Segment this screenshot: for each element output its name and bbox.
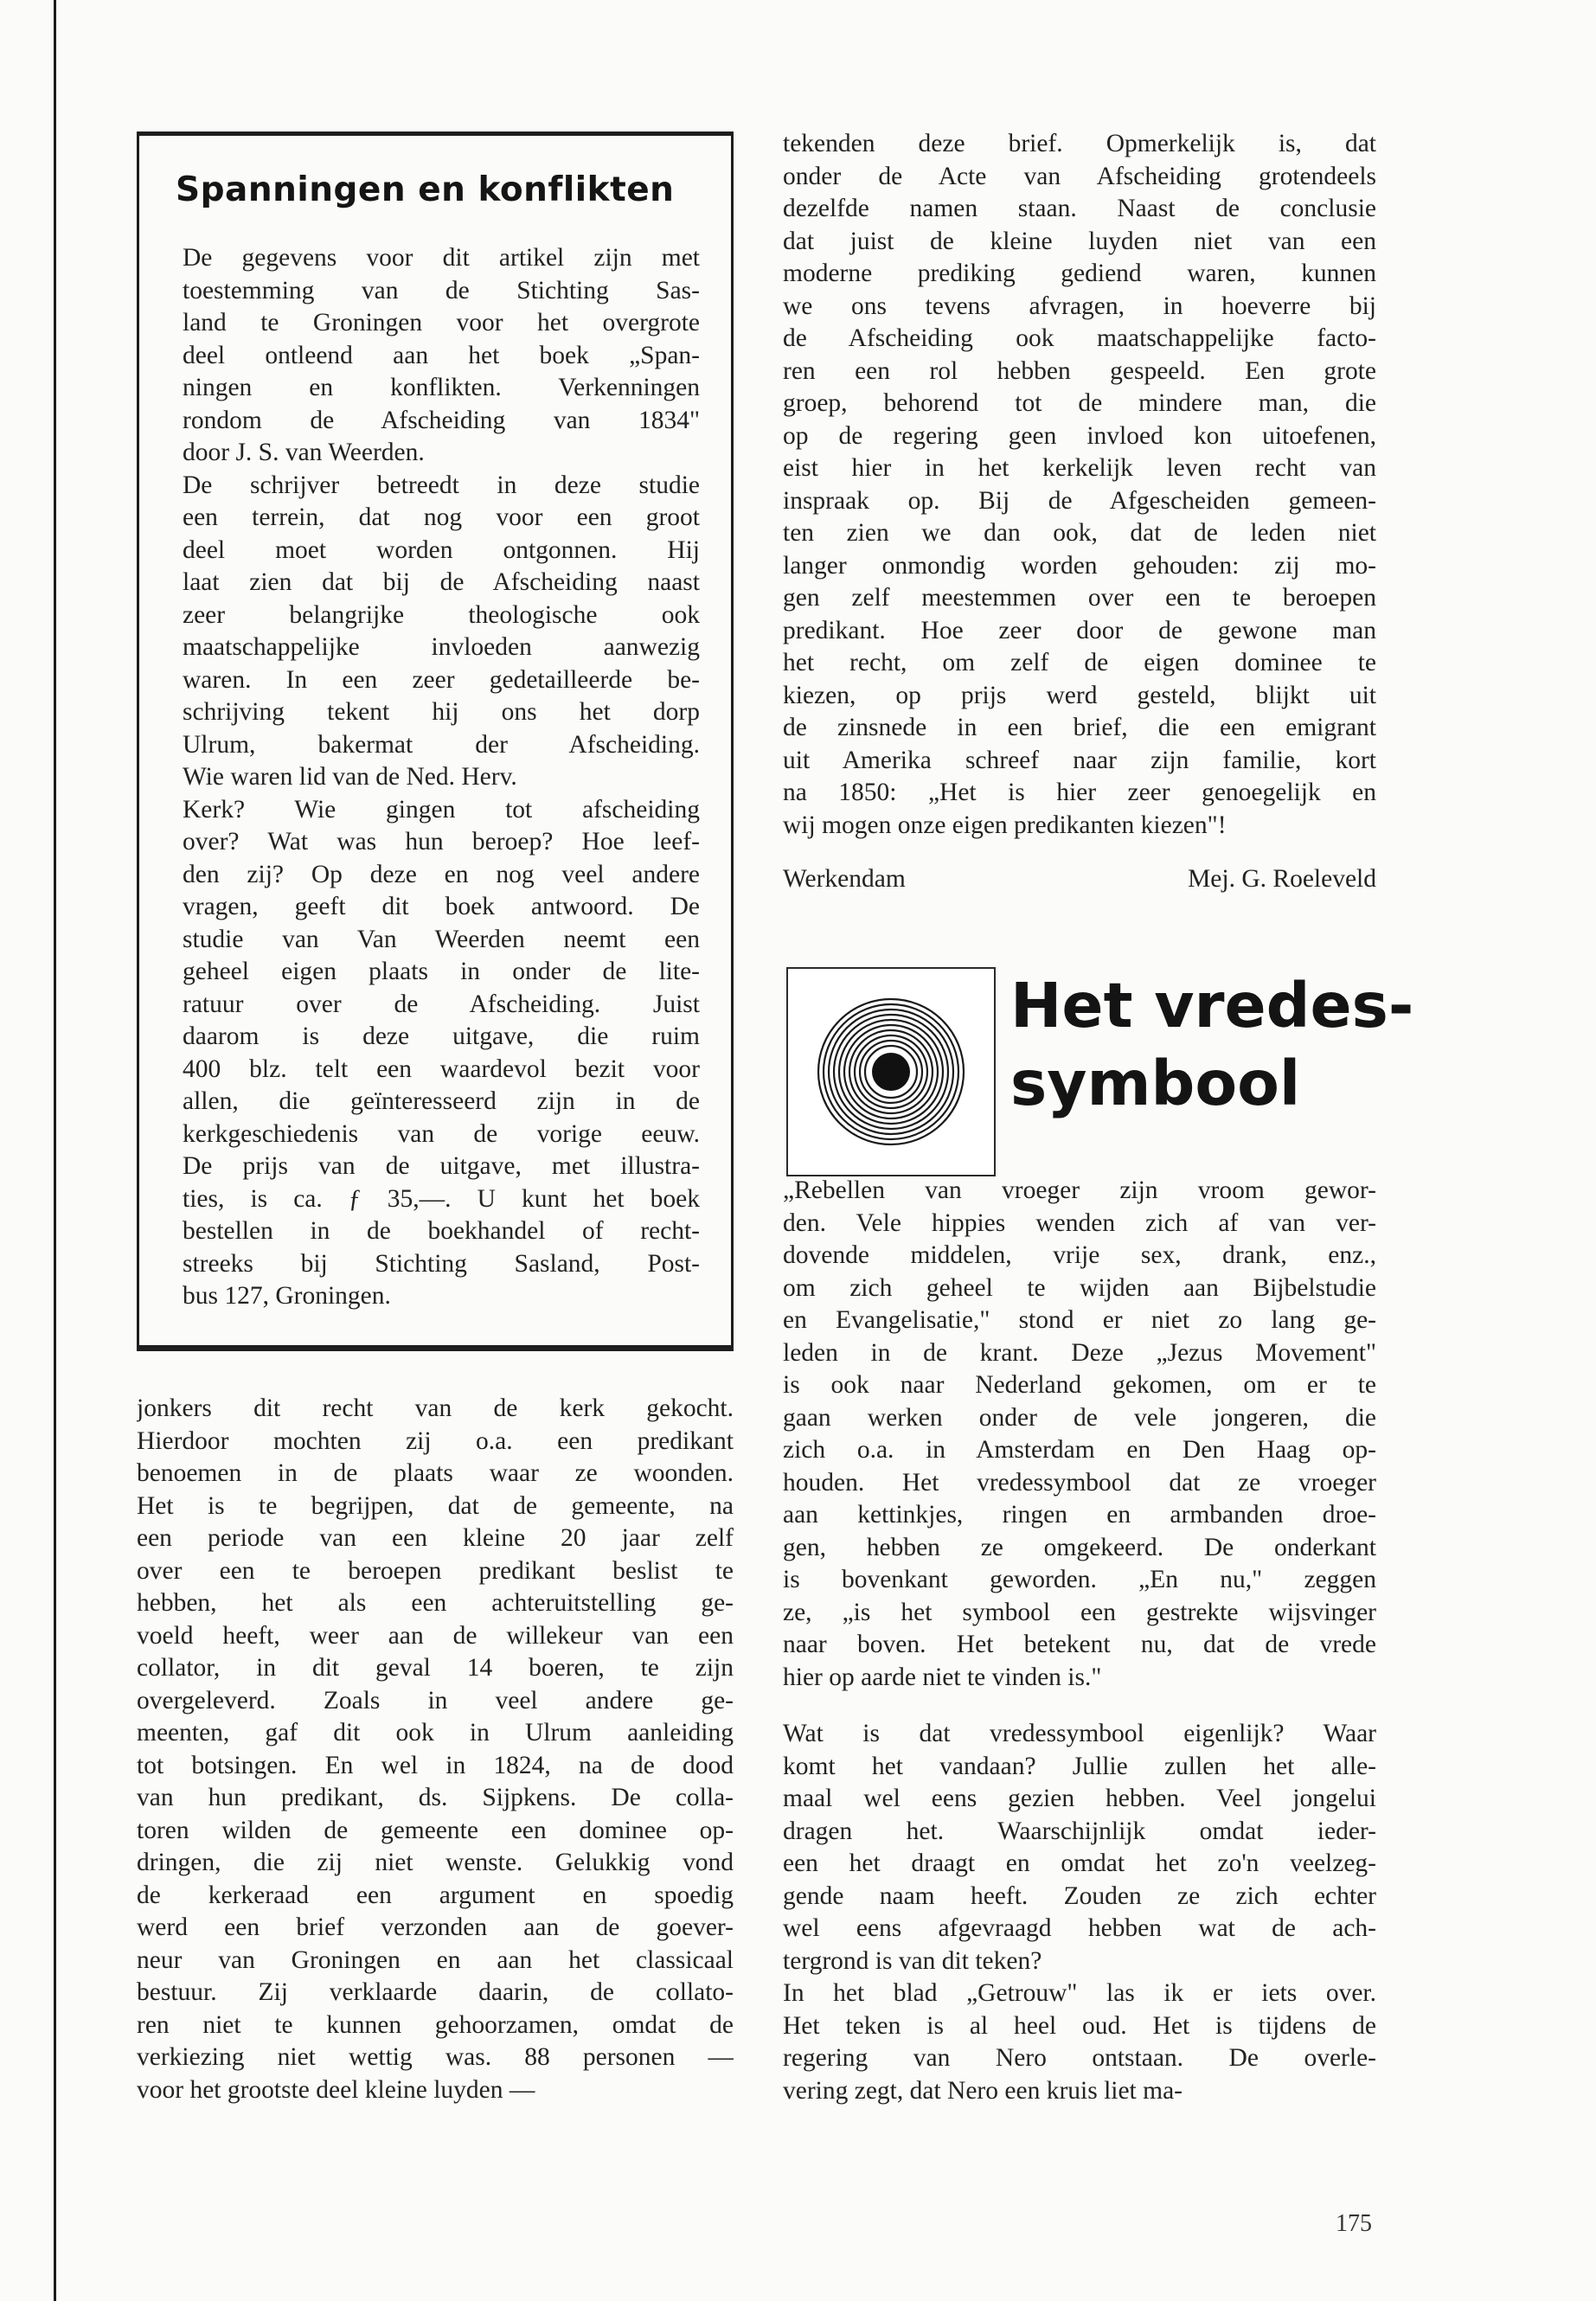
text-line: De gegevens voor dit artikel zijn met [183, 244, 700, 272]
text-line: Kerk? Wie gingen tot afscheiding [183, 795, 700, 824]
text-line: toestemming van de Stichting Sas- [183, 276, 700, 304]
box-top-rule [137, 131, 734, 136]
text-line: gen zelf meestemmen over een te beroepen [783, 584, 1376, 612]
text-line: maal wel eens gezien hebben. Veel jongelui [783, 1785, 1376, 1812]
text-line: ten zien we dan ook, dat de leden niet [783, 519, 1376, 547]
text-line: op de regering geen invloed kon uitoefenen, [783, 421, 1376, 450]
text-line: dezelfde namen staan. Naast de conclusie [783, 195, 1376, 222]
text-line: verkiezing niet wettig was. 88 personen — [137, 2043, 734, 2071]
text-line: Het teken is al heel oud. Het is tijdens de [783, 2011, 1376, 2040]
text-line: komt het vandaan? Jullie zullen het alle- [783, 1752, 1376, 1780]
text-line: daarom is deze uitgave, die ruim [183, 1022, 700, 1050]
right-column-bottom-text [783, 1175, 1376, 2107]
text-line: ratuur over de Afscheiding. Juist [183, 990, 700, 1018]
text-line: om zich geheel te wijden aan Bijbelstudie [783, 1273, 1376, 1302]
text-line: gen, hebben ze omgekeerd. De onderkant [783, 1533, 1376, 1561]
text-line: zeer belangrijke theologische ook [183, 600, 700, 629]
text-line: 400 blz. telt een waardevol bezit voor [183, 1054, 700, 1083]
text-line: kiezen, op prijs werd gesteld, blijkt uit [783, 681, 1376, 709]
text-line: Hierdoor mochten zij o.a. een predikant [137, 1426, 734, 1455]
title-line-1: Het vredes- [1010, 970, 1414, 1042]
text-line: vragen, geeft dit boek antwoord. De [183, 893, 700, 920]
text-line: benoemen in de plaats waar ze woonden. [137, 1459, 734, 1487]
text-line: dringen, die zij niet wenste. Gelukkig vond [137, 1849, 734, 1876]
text-line: gaan werken onder de vele jongeren, die [783, 1403, 1376, 1432]
text-line: maatschappelijke invloeden aanwezig [183, 633, 700, 661]
boxed-article [137, 131, 734, 1351]
text-line: is bovenkant geworden. „En nu," zeggen [783, 1566, 1376, 1593]
title-line-2: symbool [1010, 1048, 1301, 1119]
text-line: Ulrum, bakermat der Afscheiding. [183, 730, 700, 759]
text-line: tekenden deze brief. Opmerkelijk is, dat [783, 130, 1376, 157]
text-line: de Afscheiding ook maatschappelijke facto- [783, 324, 1376, 352]
concentric-circles-graphic [788, 969, 994, 1175]
text-line: bus 127, Groningen. [183, 1282, 391, 1310]
text-line: over? Wat was hun beroep? Hoe leef- [183, 828, 700, 856]
signature-author: Mej. G. Roeleveld [1188, 865, 1376, 893]
text-line: inspraak op. Bij de Afgescheiden gemeen- [783, 486, 1376, 515]
text-line: van hun predikant, ds. Sijpkens. De colla- [137, 1784, 734, 1811]
text-line: zich o.a. in Amsterdam en Den Haag op- [783, 1436, 1376, 1464]
concentric-circles-icon [786, 967, 996, 1176]
text-line: overgeleverd. Zoals in veel andere ge- [137, 1686, 734, 1715]
text-line: wel eens afgevraagd hebben wat de ach- [783, 1914, 1376, 1942]
text-line: uit Amerika schreef naar zijn familie, kort [783, 746, 1376, 774]
signature-place: Werkendam [783, 865, 906, 893]
text-line: en Evangelisatie," stond er niet zo lang ge- [783, 1306, 1376, 1334]
text-line: houden. Het vredessymbool dat ze vroeger [783, 1468, 1376, 1497]
text-line: vering zegt, dat Nero een kruis liet ma- [783, 2076, 1183, 2105]
text-line: door J. S. van Weerden. [183, 439, 425, 466]
text-line: Wie waren lid van de Ned. Herv. [183, 763, 517, 791]
text-line: de zinsnede in een brief, die een emigrant [783, 714, 1376, 741]
text-line: ties, is ca. ƒ 35,—. U kunt het boek [183, 1184, 700, 1213]
box-body [183, 242, 700, 1313]
text-line: meenten, gaf dit ook in Ulrum aanleiding [137, 1719, 734, 1747]
scan-edge-line [54, 0, 56, 2301]
text-line: na 1850: „Het is hier zeer genoegelijk en [783, 779, 1376, 806]
left-column-text [137, 1393, 734, 2106]
box-title: Spanningen en konflikten [176, 170, 675, 209]
text-line: hier op aarde niet te vinden is." [783, 1663, 1102, 1691]
text-line: waren. In een zeer gedetailleerde be- [183, 665, 700, 694]
text-line: voeld heeft, weer aan de willekeur van een [137, 1621, 734, 1650]
text-line: collator, in dit geval 14 boeren, te zijn [137, 1654, 734, 1682]
text-line: een periode van een kleine 20 jaar zelf [137, 1524, 734, 1552]
text-line: werd een brief verzonden aan de goever- [137, 1913, 734, 1941]
text-line: aan kettinkjes, ringen en armbanden droe- [783, 1501, 1376, 1529]
text-line: tergrond is van dit teken? [783, 1946, 1042, 1975]
text-line: land te Groningen voor het overgrote [183, 309, 700, 336]
page-number: 175 [1336, 2210, 1372, 2237]
text-line: allen, die geïnteresseerd zijn in de [183, 1087, 700, 1115]
text-line: tot botsingen. En wel in 1824, na de dood [137, 1751, 734, 1779]
text-line: moderne prediking gediend waren, kunnen [783, 260, 1376, 287]
text-line: het recht, om zelf de eigen dominee te [783, 649, 1376, 676]
text-line: jonkers dit recht van de kerk gekocht. [137, 1394, 734, 1422]
text-line: De schrijver betreedt in deze studie [183, 471, 700, 499]
text-line: een het draagt en omdat het zo'n veelzeg- [783, 1849, 1376, 1877]
text-line: In het blad „Getrouw" las ik er iets over. [783, 1979, 1376, 2007]
text-line: deel ontleend aan het boek „Span- [183, 341, 700, 369]
text-line: laat zien dat bij de Afscheiding naast [183, 568, 700, 596]
text-line: is ook naar Nederland gekomen, om er te [783, 1371, 1376, 1399]
text-line: rondom de Afscheiding van 1834" [183, 406, 700, 434]
text-line: Wat is dat vredessymbool eigenlijk? Waar [783, 1720, 1376, 1747]
text-line: wij mogen onze eigen predikanten kiezen"! [783, 811, 1227, 839]
text-line: predikant. Hoe zeer door de gewone man [783, 616, 1376, 644]
text-line: hebben, het als een achteruitstelling ge- [137, 1589, 734, 1617]
text-line: langer onmondig worden gehouden: zij mo- [783, 551, 1376, 580]
text-line: dovende middelen, vrije sex, drank, enz., [783, 1241, 1376, 1269]
text-line: de kerkeraad een argument en spoedig [137, 1881, 734, 1909]
text-line: ningen en konflikten. Verkenningen [183, 374, 700, 401]
text-line: toren wilden de gemeente een dominee op- [137, 1816, 734, 1844]
text-line: we ons tevens afvragen, in hoeverre bij [783, 292, 1376, 320]
right-column-top-text [783, 128, 1376, 842]
text-line: bestuur. Zij verklaarde daarin, de collato- [137, 1978, 734, 2006]
text-line: groep, behorend tot de mindere man, die [783, 389, 1376, 417]
text-line: schrijving tekent hij ons het dorp [183, 698, 700, 726]
text-line: over een te beroepen predikant beslist te [137, 1556, 734, 1585]
text-line: deel moet worden ontgonnen. Hij [183, 535, 700, 564]
text-line: den. Vele hippies wenden zich af van ver- [783, 1208, 1376, 1237]
text-line: een terrein, dat nog voor een groot [183, 503, 700, 531]
text-line: naar boven. Het betekent nu, dat de vrede [783, 1631, 1376, 1658]
text-line: Het is te begrijpen, dat de gemeente, na [137, 1491, 734, 1520]
text-line: onder de Acte van Afscheiding grotendeels [783, 162, 1376, 190]
text-line: neur van Groningen en aan het classicaal [137, 1945, 734, 1974]
text-line: studie van Van Weerden neemt een [183, 925, 700, 953]
text-line: dat juist de kleine luyden niet van een [783, 227, 1376, 255]
text-line: dragen het. Waarschijnlijk omdat ieder- [783, 1817, 1376, 1845]
text-line: kerkgeschiedenis van de vorige eeuw. [183, 1119, 700, 1148]
text-line: leden in de krant. Deze „Jezus Movement" [783, 1338, 1376, 1367]
text-line: ren niet te kunnen gehoorzamen, omdat de [137, 2010, 734, 2039]
text-line: geheel eigen plaats in onder de lite- [183, 958, 700, 985]
text-line: eist hier in het kerkelijk leven recht van [783, 454, 1376, 482]
text-line: ze, „is het symbool een gestrekte wijsvinger [783, 1598, 1376, 1626]
box-bottom-rule [137, 1345, 734, 1351]
text-line: ren een rol hebben gespeeld. Een grote [783, 356, 1376, 385]
text-line: gende naam heeft. Zouden ze zich echter [783, 1881, 1376, 1910]
text-line: den zij? Op deze en nog veel andere [183, 860, 700, 888]
section-title-vredessymbool [1010, 967, 1414, 1123]
text-line: regering van Nero ontstaan. De overle- [783, 2044, 1376, 2072]
text-line: voor het grootste deel kleine luyden — [137, 2075, 535, 2104]
text-line: bestellen in de boekhandel of recht- [183, 1217, 700, 1245]
text-line: De prijs van de uitgave, met illustra- [183, 1152, 700, 1180]
text-line: streeks bij Stichting Sasland, Post- [183, 1249, 700, 1278]
text-line: „Rebellen van vroeger zijn vroom gewor- [783, 1176, 1376, 1204]
